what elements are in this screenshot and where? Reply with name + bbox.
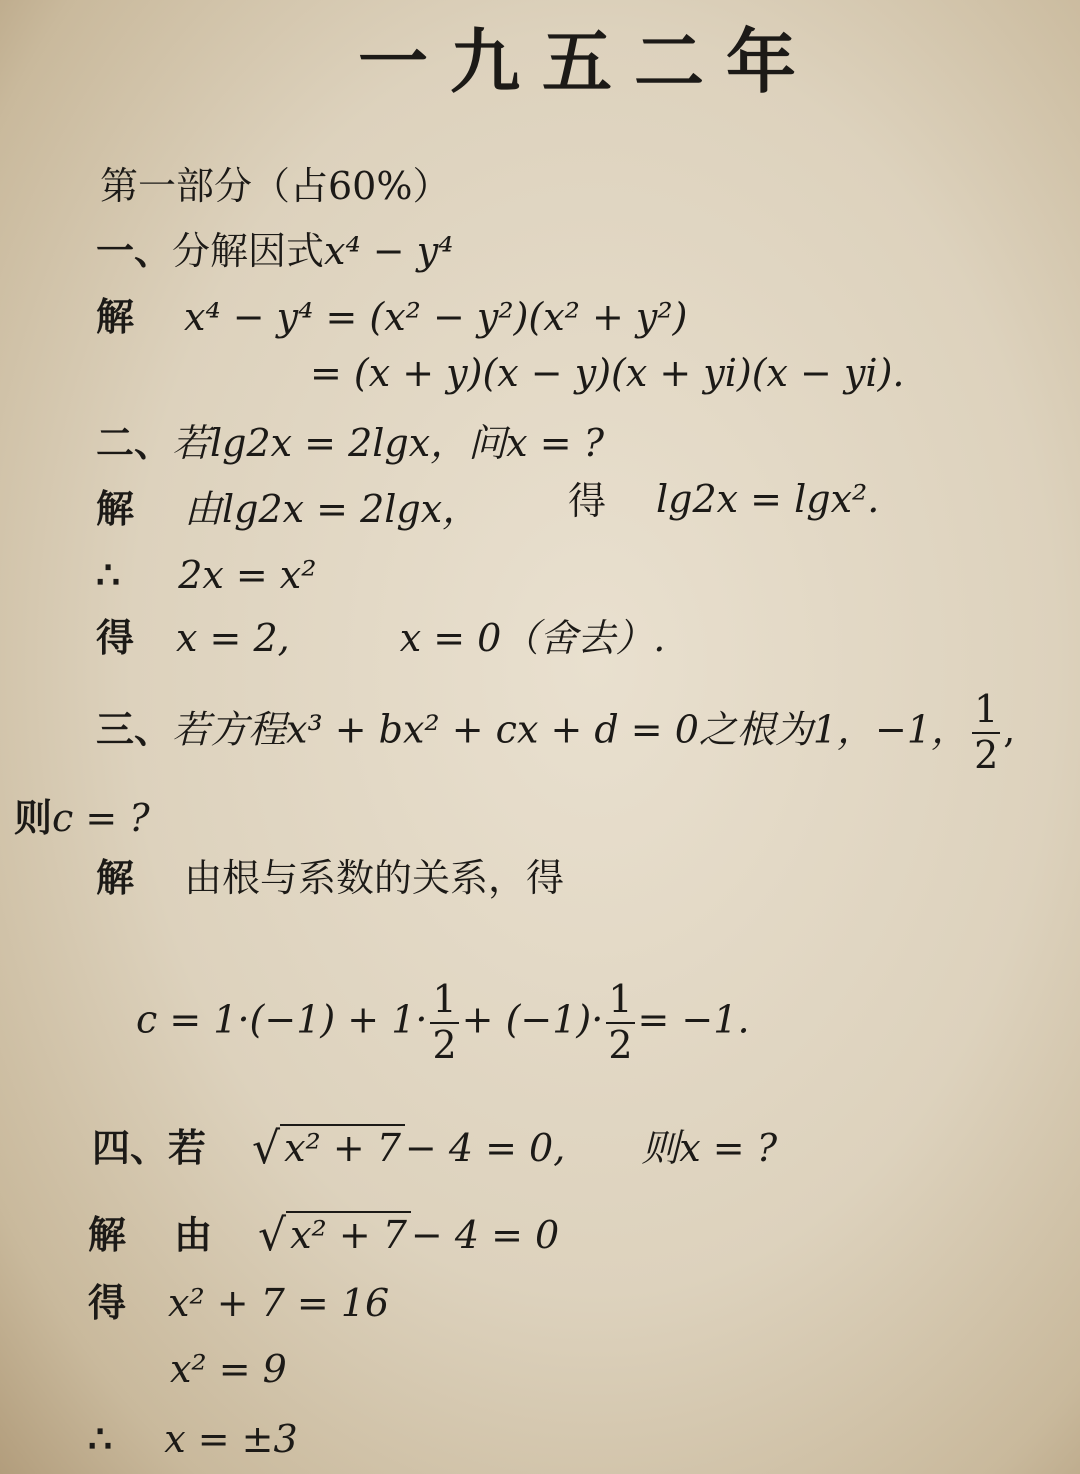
you-label: 由 [174,1212,213,1257]
question-number: 三、 [96,706,173,752]
solution-2-line-1 [96,486,480,532]
radical-sign: √ [258,1210,287,1261]
therefore-symbol: ∴ [96,552,121,597]
equation-tail: − 4 = 0, [404,1126,566,1170]
fraction-denominator: 2 [974,732,999,777]
solution-2-line-3 [96,552,316,598]
question-number: 二、 [96,420,173,465]
solution-3-equation [136,977,750,1067]
question-ask: 则x = ? [641,1126,778,1170]
solution-left: 由lg2x = 2lgx， [184,487,481,531]
square-root [258,1212,411,1259]
radicand: x² + 7 [286,1211,411,1257]
solution-expression: x⁴ − y⁴ = (x² − y²)(x² + y²) [184,295,688,339]
question-2 [96,420,604,466]
fraction-denominator: 2 [432,1022,457,1067]
solution-expression: x² + 7 = 16 [168,1281,390,1325]
question-text: 若方程x³ + bx² + cx + d = 0之根为1，−1， [172,707,970,752]
solution-4-line-1 [88,1212,559,1259]
question-1 [96,228,453,274]
fraction-half [606,977,634,1067]
solution-text: 由根与系数的关系，得 [184,856,565,900]
solution-4-line-2 [88,1280,389,1326]
solution-4-line-4 [88,1416,298,1462]
solution-label: 解 [96,486,135,531]
equation-part-c: = −1. [637,997,750,1042]
fraction-denominator: 2 [608,1022,633,1067]
root-value-a: x = 2, [176,616,290,660]
square-root [252,1125,405,1172]
ruo-label: 若 [168,1125,207,1170]
equation-part-a: c = 1·(−1) + 1· [136,997,428,1042]
solution-1-line-2: = (x + y)(x − y)(x + yi)(x − yi). [310,351,905,395]
question-4 [92,1125,777,1172]
question-comma: , [1003,707,1016,752]
fraction-half [972,687,1000,777]
question-text: 若lg2x = 2lgx，问x = ? [172,421,604,465]
de-label: 得 [88,1280,127,1325]
question-text: 分解因式 [172,229,325,273]
root-value-b: x = 0（舍去）. [399,616,666,660]
radicand: x² + 7 [280,1124,405,1170]
question-ask: c = ? [52,796,150,840]
solution-label: 解 [96,294,135,339]
question-number: 四、 [92,1125,169,1170]
therefore-symbol: ∴ [88,1416,113,1461]
fraction-half [430,977,458,1067]
fraction-numerator: 1 [430,980,458,1024]
solution-2-line-4 [96,615,665,661]
fraction-numerator: 1 [972,690,1000,734]
question-3 [96,687,1016,777]
solution-expression: x = ±3 [164,1417,298,1461]
solution-4-line-3: x² = 9 [170,1347,287,1391]
part-heading: 第一部分（占60%） [100,164,451,208]
solution-3-line-1 [96,855,564,901]
solution-expression: 2x = x² [178,553,317,597]
solution-2-right: lg2x = lgx². [656,477,880,521]
solution-1-line-1 [96,294,687,340]
page-title: 一九五二年 [358,20,818,103]
question-number: 一、 [96,228,173,273]
de-label: 得 [96,615,135,660]
equation-part-b: + (−1)· [461,997,604,1042]
question-3-ask [14,795,150,841]
solution-label: 解 [96,855,135,900]
solution-label: 解 [88,1212,127,1257]
radical-sign: √ [252,1123,281,1174]
question-expression: x⁴ − y⁴ [324,229,454,273]
equation-tail: − 4 = 0 [410,1213,560,1257]
solution-2-de: 得 [568,479,607,523]
fraction-numerator: 1 [606,980,634,1024]
ze-label: 则 [14,795,53,840]
